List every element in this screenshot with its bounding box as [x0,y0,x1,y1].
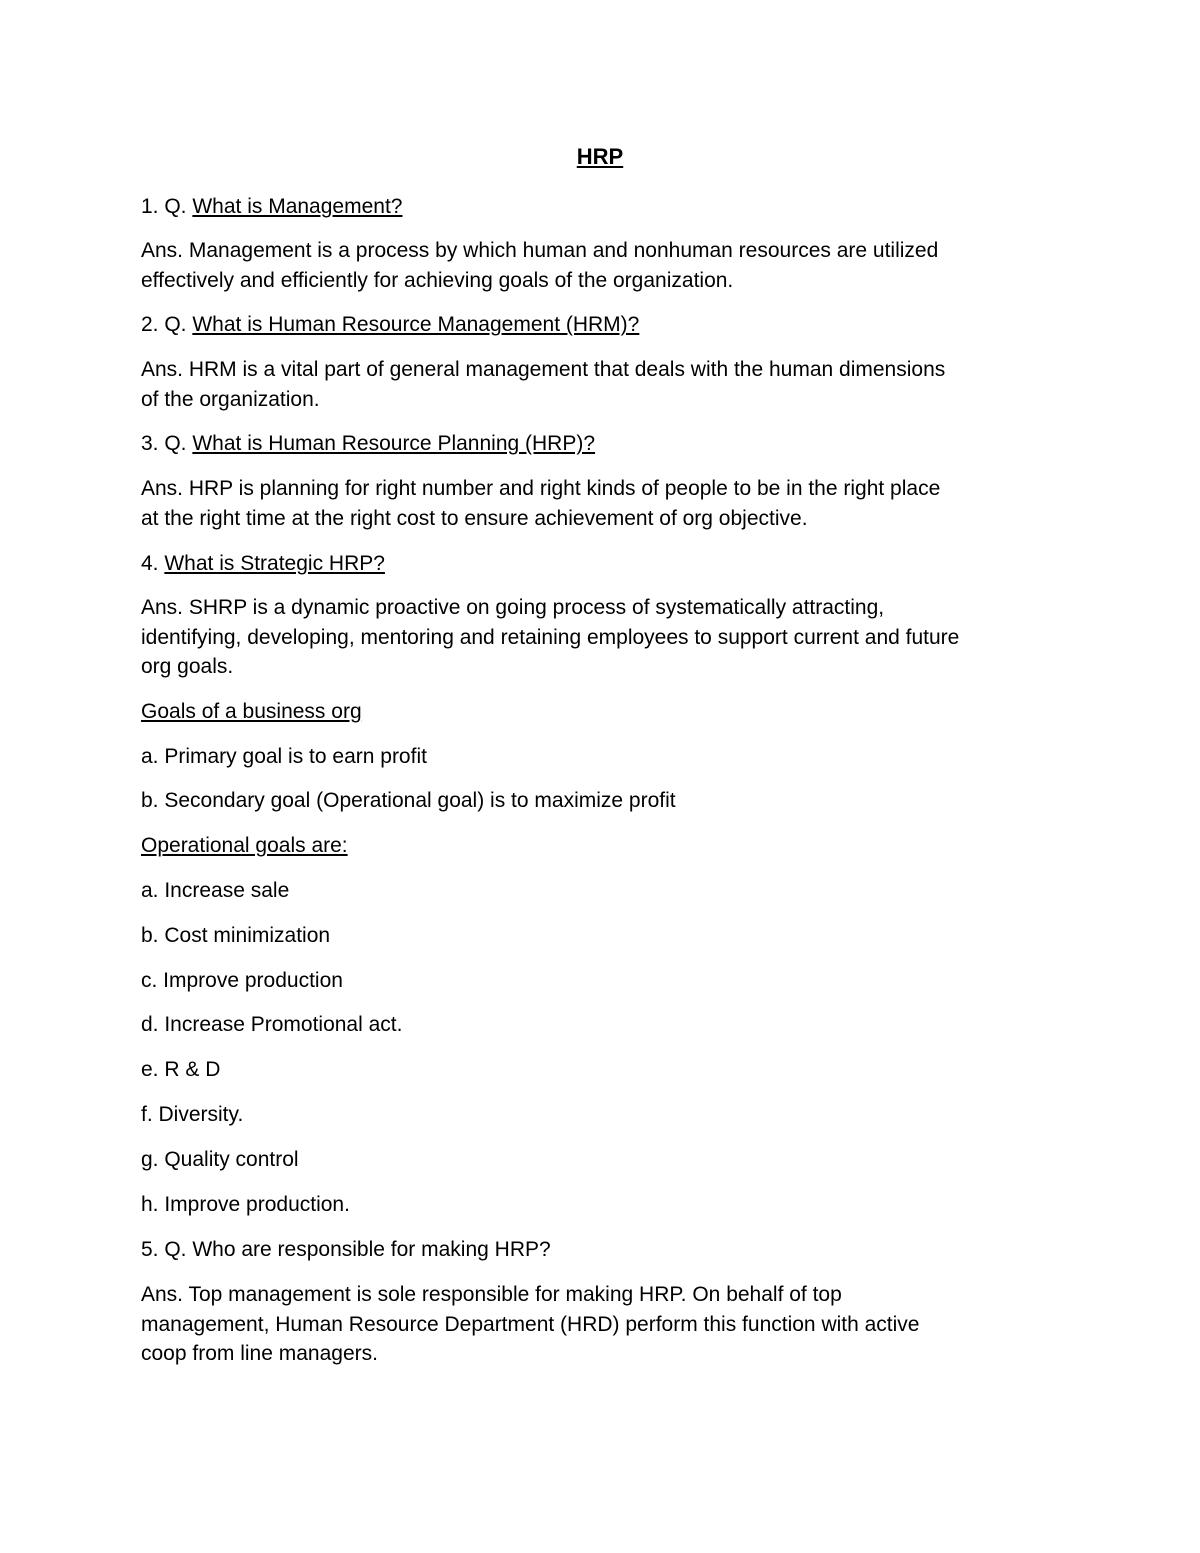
answer-4-line: Ans. SHRP is a dynamic proactive on going process of systematically attracting, [141,596,885,619]
answer-4-line: identifying, developing, mentoring and retaining employees to support current and future [141,625,960,649]
answer-2-line: Ans. HRM is a vital part of general management that deals with the human dimensions [141,358,946,381]
answer-2-line: of the organization. [141,387,320,411]
question-5: 5. Q. Who are responsible for making HRP? [141,1238,551,1261]
question-2-text: What is Human Resource Management (HRM)? [192,313,640,336]
question-4-text: What is Strategic HRP? [164,552,385,575]
goal-item: a. Primary goal is to earn profit [141,745,427,768]
answer-1-line: effectively and efficiently for achieving goals of the organization. [141,268,734,292]
answer-4 [141,593,1071,682]
question-1-number: 1. Q. [141,195,193,218]
question-4-number: 4. [141,552,165,575]
question-2-number: 2. Q. [141,313,193,336]
answer-2 [141,355,1071,414]
goals-heading: Goals of a business org [141,700,362,723]
document-title: HRP [576,144,624,169]
operational-goal-item: f. Diversity. [141,1103,244,1126]
question-2 [141,310,1071,340]
answer-3-line: Ans. HRP is planning for right number and right kinds of people to be in the right place [141,477,941,500]
answer-1-line: Ans. Management is a process by which human and nonhuman resources are utilized [141,239,939,262]
answer-5-line: coop from line managers. [141,1342,378,1365]
question-3-number: 3. Q. [141,432,193,455]
answer-4-line: org goals. [141,655,234,678]
answer-3 [141,474,1071,533]
operational-goals-heading: Operational goals are: [141,834,348,857]
operational-goal-item: c. Improve production [141,969,343,992]
operational-goal-item: e. R & D [141,1058,221,1081]
operational-goal-item: a. Increase sale [141,879,290,902]
question-3 [141,429,1071,459]
answer-3-line: at the right time at the right cost to ensure achievement of org objective. [141,506,808,530]
operational-goal-item: h. Improve production. [141,1193,350,1216]
goal-item: b. Secondary goal (Operational goal) is to maximize profit [141,789,676,812]
answer-5 [141,1280,1071,1369]
answer-1 [141,236,1071,295]
answer-5-line: management, Human Resource Department (HRD) perform this function with active [141,1312,920,1336]
answer-5-line: Ans. Top management is sole responsible for making HRP. On behalf of top [141,1283,842,1306]
question-4 [141,549,1071,579]
question-1 [141,192,1071,222]
operational-goal-item: d. Increase Promotional act. [141,1013,403,1036]
operational-goal-item: g. Quality control [141,1148,299,1171]
operational-goal-item: b. Cost minimization [141,924,331,947]
question-3-text: What is Human Resource Planning (HRP)? [192,432,596,455]
question-1-text: What is Management? [192,195,403,218]
